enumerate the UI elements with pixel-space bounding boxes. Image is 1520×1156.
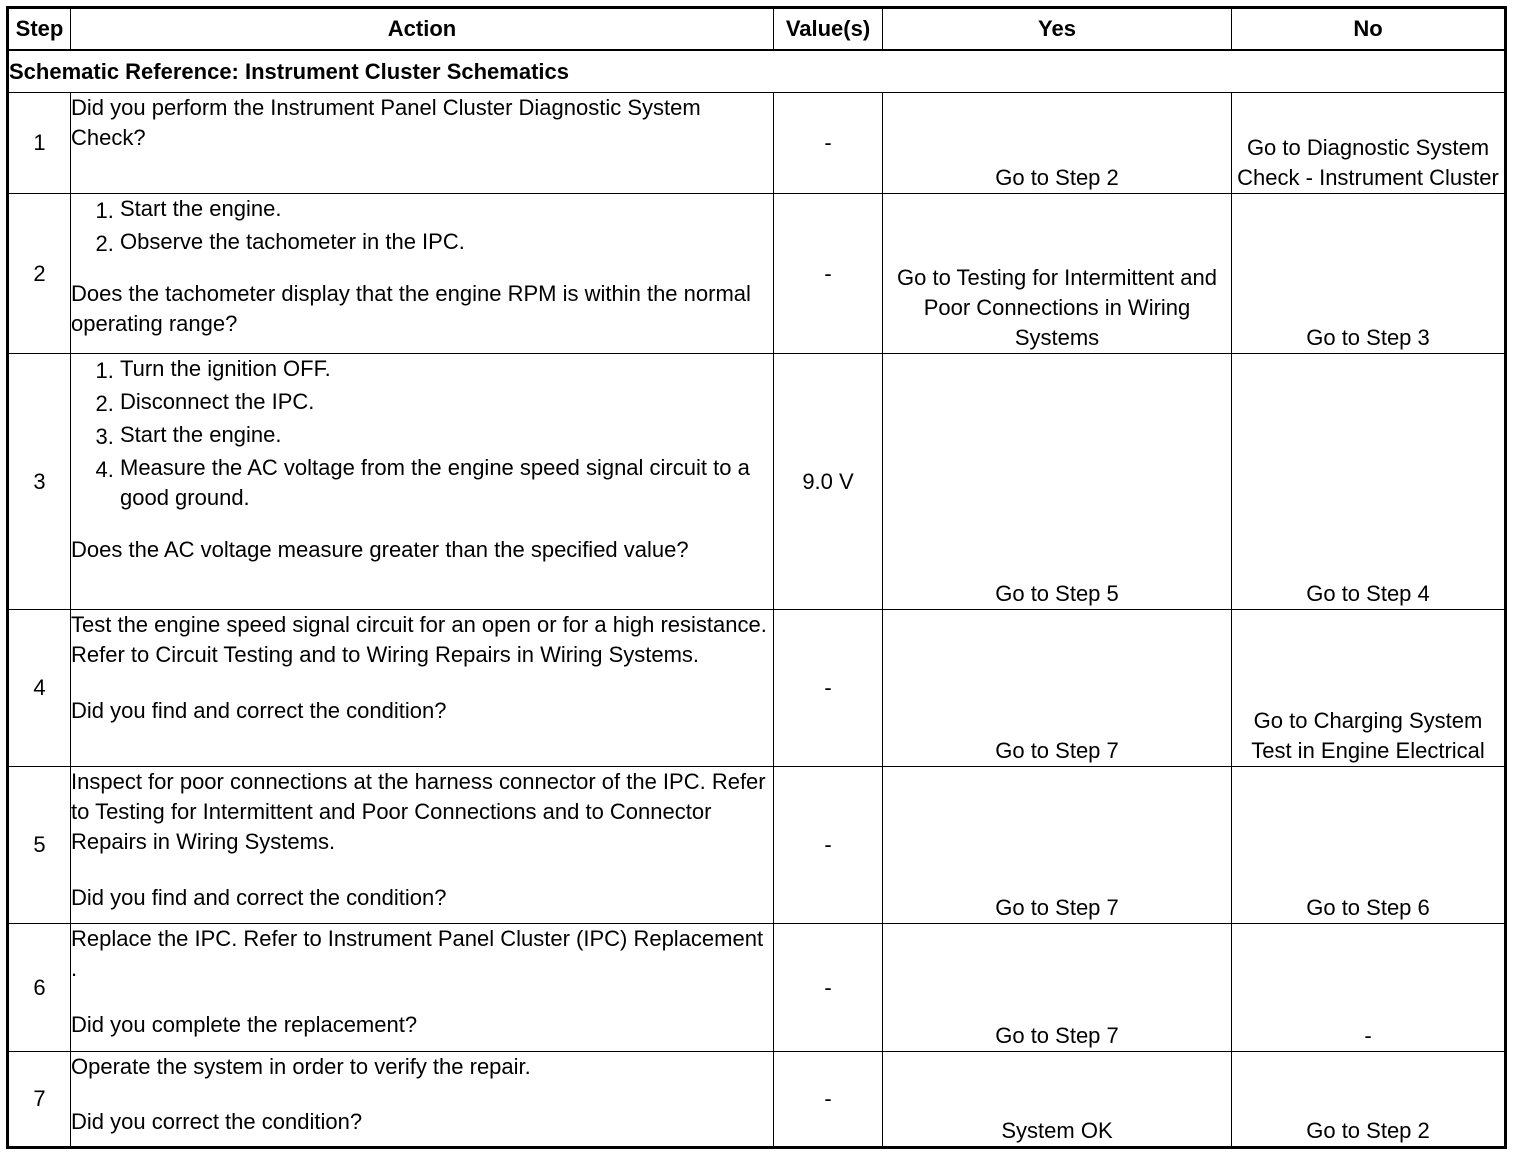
table-row [8,93,1506,194]
action-step-text: Turn the ignition OFF. [120,356,331,381]
action-question: Does the tachometer display that the engine RPM is within the normal operating range? [71,281,751,336]
header-action: Action [71,8,774,51]
no-result: Go to Step 3 [1232,194,1506,354]
header-step: Step [8,8,71,51]
action-step-item [120,194,773,227]
action-text: Did you perform the Instrument Panel Cluster Diagnostic System Check? [71,95,701,150]
action-cell [71,354,774,610]
action-step-item [120,453,773,513]
table-row [8,194,1506,354]
action-cell [71,610,774,767]
yes-result: Go to Step 7 [883,610,1232,767]
header-no: No [1232,8,1506,51]
action-text: Test the engine speed signal circuit for an open or for a high resistance. Refer to Circuit Testing and to Wiring Repairs in Wiring Systems. [71,612,767,667]
value-cell: 9.0 V [774,354,883,610]
no-result: Go to Charging System Test in Engine Electrical [1232,610,1506,767]
yes-result: Go to Step 5 [883,354,1232,610]
schematic-reference-row [8,50,1506,93]
action-text: Operate the system in order to verify the repair. [71,1054,531,1079]
no-result: Go to Step 6 [1232,767,1506,924]
no-result: Go to Step 2 [1232,1052,1506,1148]
step-number: 7 [8,1052,71,1148]
action-cell [71,767,774,924]
action-question: Did you complete the replacement? [71,1012,418,1037]
value-cell: - [774,924,883,1052]
action-text: Inspect for poor connections at the harness connector of the IPC. Refer to Testing for Intermittent and Poor Connections and to Connector Repairs in Wiring Systems. [71,769,766,854]
action-cell [71,1052,774,1148]
action-question: Did you find and correct the condition? [71,698,447,723]
yes-result: Go to Step 7 [883,767,1232,924]
schematic-reference: Schematic Reference: Instrument Cluster Schematics [8,50,1506,93]
step-number: 4 [8,610,71,767]
action-step-text: Disconnect the IPC. [120,389,315,414]
action-question: Did you find and correct the condition? [71,885,447,910]
action-step-item [120,354,773,387]
step-number: 5 [8,767,71,924]
diagnostic-table-container [6,6,1507,1149]
yes-result: System OK [883,1052,1232,1148]
table-row [8,354,1506,610]
table-row [8,924,1506,1052]
table-row [8,767,1506,924]
action-step-text: Start the engine. [120,196,282,221]
action-steps-list [71,194,773,260]
step-number: 6 [8,924,71,1052]
yes-result: Go to Testing for Intermittent and Poor Connections in Wiring Systems [883,194,1232,354]
step-number: 1 [8,93,71,194]
header-yes: Yes [883,8,1232,51]
step-number: 3 [8,354,71,610]
action-step-item [120,227,773,260]
action-steps-list [71,354,773,513]
action-step-item [120,387,773,420]
value-cell: - [774,767,883,924]
action-step-item [120,420,773,453]
action-step-text: Measure the AC voltage from the engine speed signal circuit to a good ground. [120,455,750,510]
action-cell [71,93,774,194]
yes-result: Go to Step 2 [883,93,1232,194]
value-cell: - [774,93,883,194]
yes-result: Go to Step 7 [883,924,1232,1052]
action-cell [71,194,774,354]
action-cell [71,924,774,1052]
header-values: Value(s) [774,8,883,51]
diagnostic-table [6,6,1507,1149]
action-step-text: Observe the tachometer in the IPC. [120,229,465,254]
table-row [8,1052,1506,1148]
value-cell: - [774,610,883,767]
step-number: 2 [8,194,71,354]
action-question: Did you correct the condition? [71,1109,363,1134]
header-row [8,8,1506,51]
value-cell: - [774,1052,883,1148]
no-result: Go to Step 4 [1232,354,1506,610]
no-result: - [1232,924,1506,1052]
action-step-text: Start the engine. [120,422,282,447]
value-cell: - [774,194,883,354]
action-question: Does the AC voltage measure greater than the specified value? [71,537,689,562]
no-result: Go to Diagnostic System Check - Instrument Cluster [1232,93,1506,194]
action-text: Replace the IPC. Refer to Instrument Panel Cluster (IPC) Replacement . [71,926,764,981]
table-row [8,610,1506,767]
